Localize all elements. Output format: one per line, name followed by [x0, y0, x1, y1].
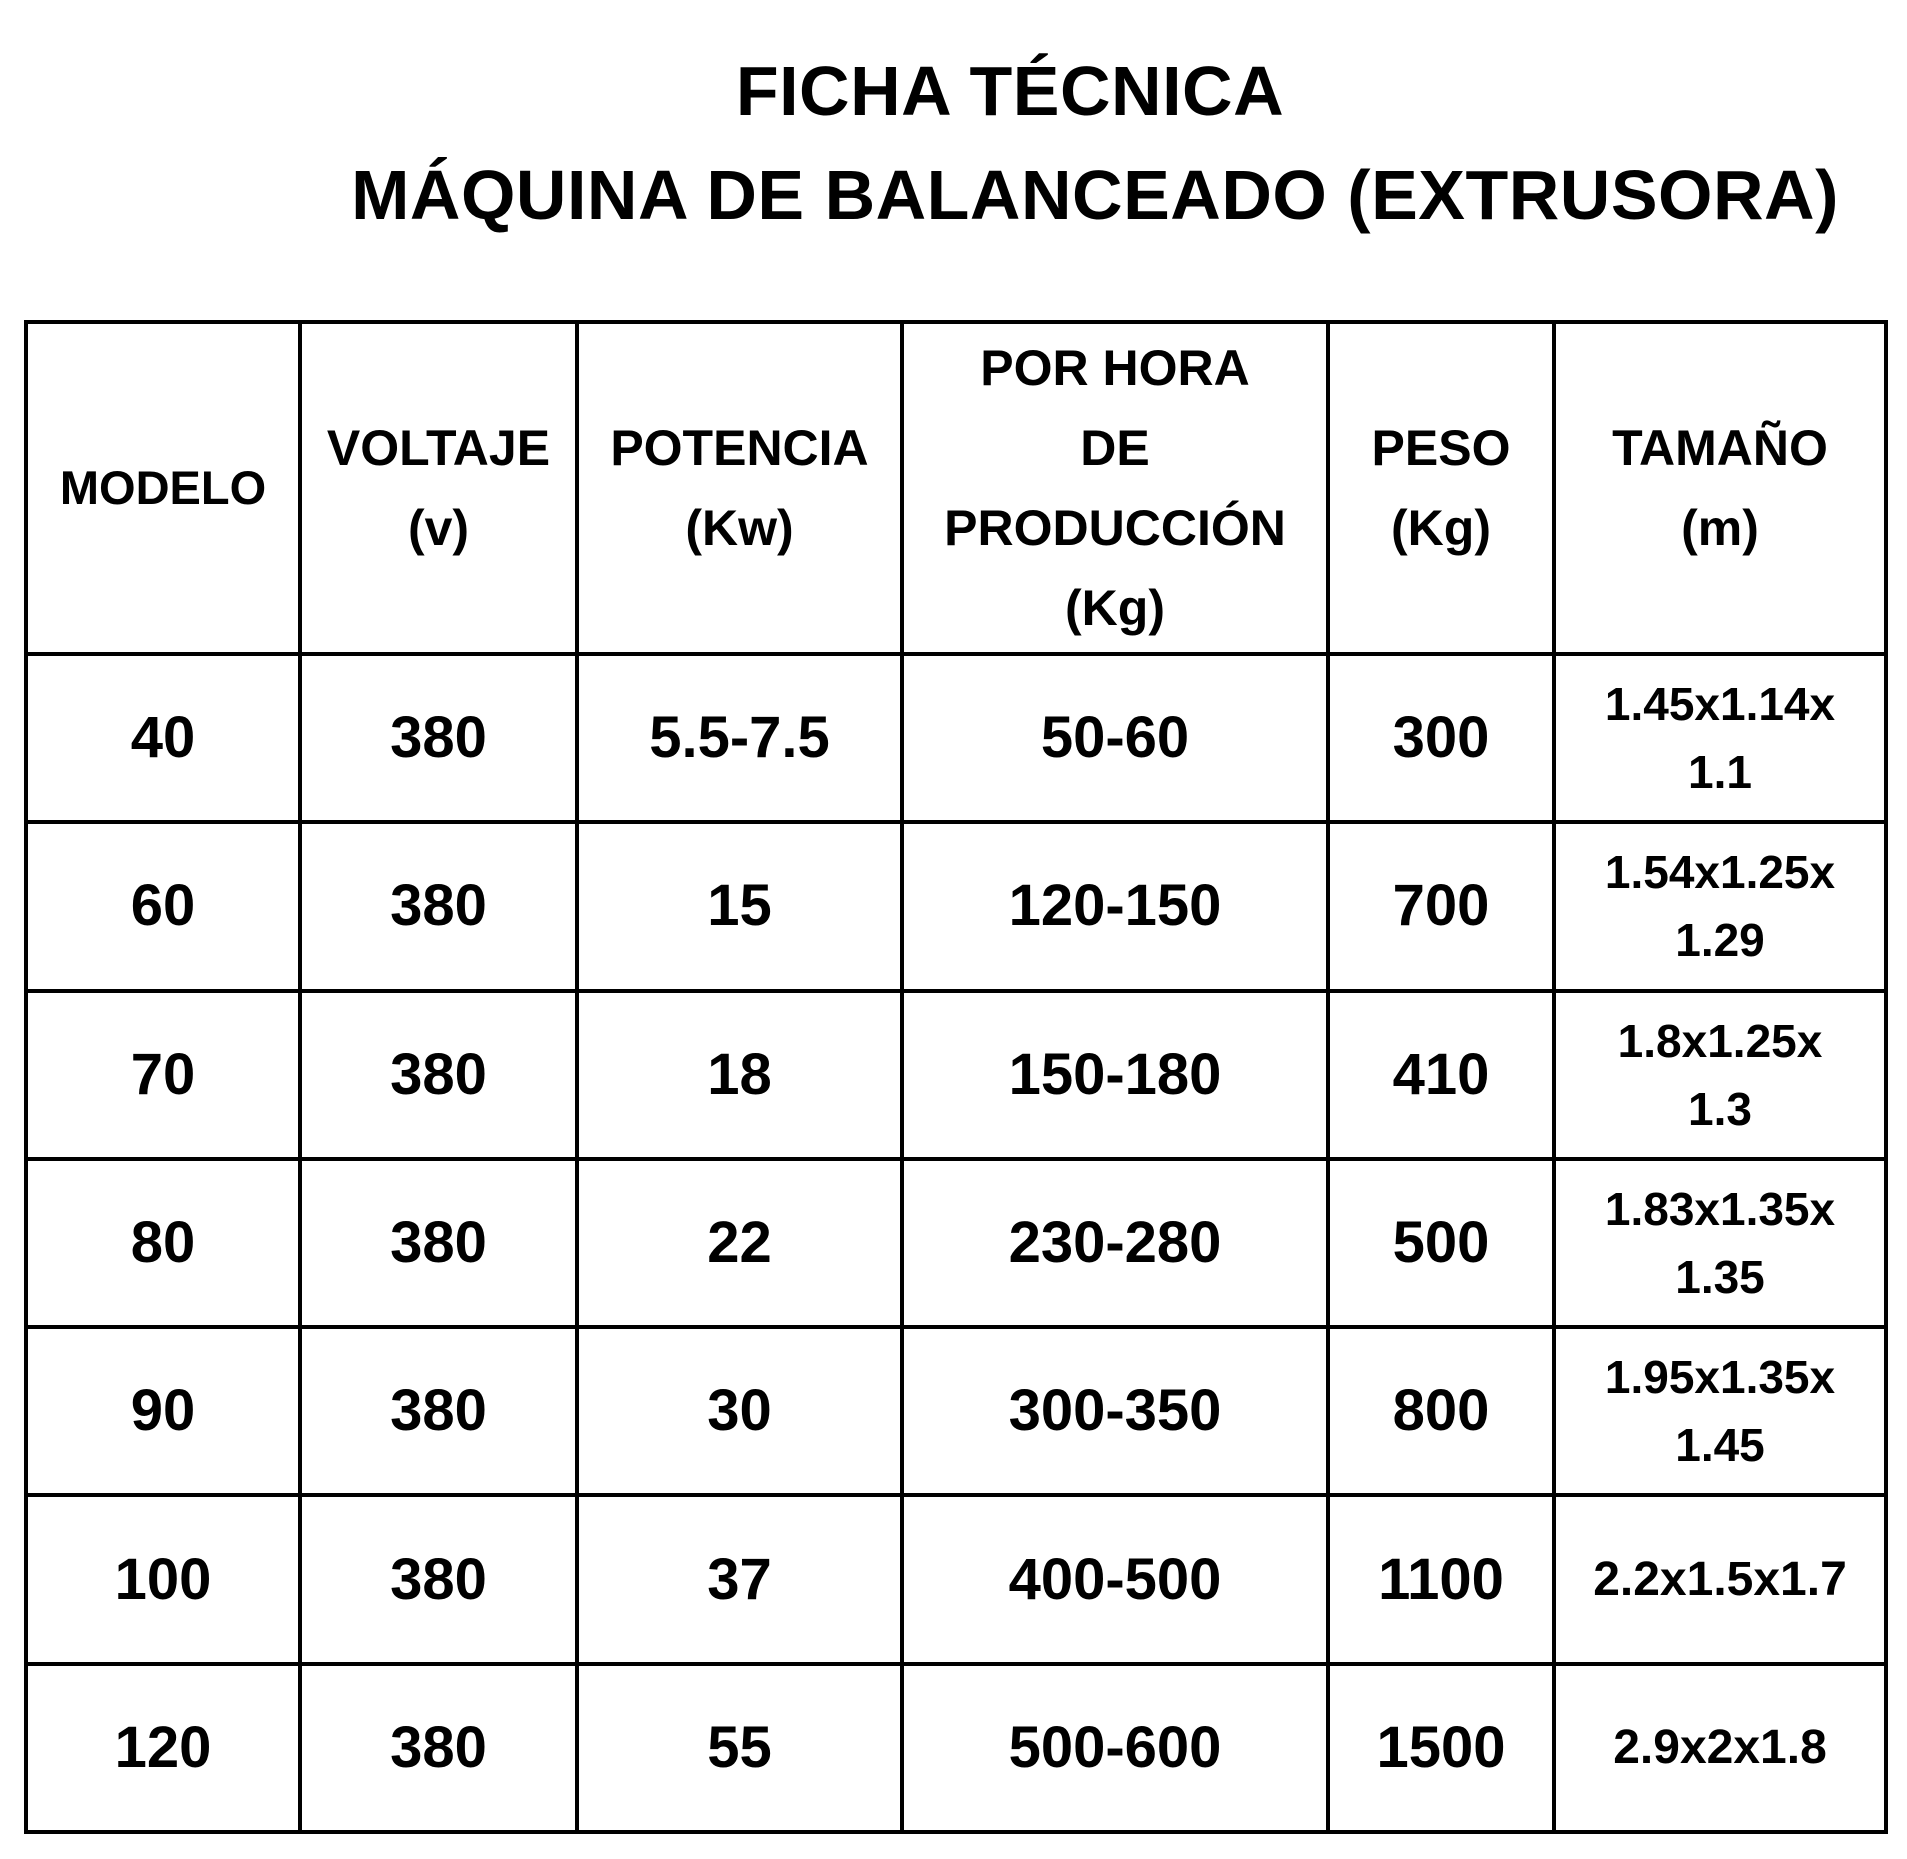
size-line: 1.3 [1688, 1082, 1752, 1135]
size-line: 1.83x1.35x [1604, 1182, 1836, 1235]
table-row [26, 991, 1886, 1159]
cell-peso: 800 [1328, 1327, 1554, 1495]
cell-voltaje: 380 [300, 1664, 577, 1832]
header-unit: (m) [1681, 500, 1759, 556]
table-row [26, 1159, 1886, 1327]
header-text: DE [1080, 420, 1150, 476]
cell-potencia: 37 [577, 1495, 902, 1663]
size-line: 1.54x1.25x [1604, 846, 1836, 899]
size-line: 2.2x1.5x1.7 [1593, 1552, 1847, 1606]
cell-produccion: 230-280 [902, 1159, 1328, 1327]
cell-tamano [1554, 1495, 1886, 1663]
cell-modelo: 80 [26, 1159, 300, 1327]
cell-tamano [1554, 654, 1886, 822]
cell-produccion: 400-500 [902, 1495, 1328, 1663]
cell-produccion: 120-150 [902, 822, 1328, 990]
cell-potencia: 15 [577, 822, 902, 990]
size-line: 1.95x1.35x [1604, 1351, 1836, 1404]
cell-modelo: 90 [26, 1327, 300, 1495]
table-row [26, 654, 1886, 822]
cell-tamano [1554, 1327, 1886, 1495]
cell-peso: 1500 [1328, 1664, 1554, 1832]
cell-voltaje: 380 [300, 822, 577, 990]
cell-peso: 1100 [1328, 1495, 1554, 1663]
cell-produccion: 150-180 [902, 991, 1328, 1159]
size-line: 1.1 [1688, 746, 1752, 799]
cell-voltaje: 380 [300, 1159, 577, 1327]
cell-tamano [1554, 1159, 1886, 1327]
size-line: 1.35 [1675, 1250, 1765, 1303]
cell-tamano [1554, 822, 1886, 990]
cell-modelo: 70 [26, 991, 300, 1159]
cell-peso: 300 [1328, 654, 1554, 822]
header-text: PRODUCCIÓN [944, 500, 1286, 556]
header-text: POTENCIA [610, 420, 869, 476]
size-line: 1.29 [1675, 914, 1765, 967]
cell-modelo: 40 [26, 654, 300, 822]
cell-modelo: 60 [26, 822, 300, 990]
header-text: VOLTAJE [326, 420, 551, 476]
cell-modelo: 120 [26, 1664, 300, 1832]
cell-produccion: 300-350 [902, 1327, 1328, 1495]
column-header-produccion [902, 322, 1328, 654]
cell-tamano [1554, 991, 1886, 1159]
cell-voltaje: 380 [300, 1327, 577, 1495]
document-subtitle: MÁQUINA DE BALANCEADO (EXTRUSORA) [351, 156, 1839, 234]
cell-potencia: 5.5-7.5 [577, 654, 902, 822]
header-unit: (Kg) [1065, 580, 1165, 636]
column-header-voltaje [300, 322, 577, 654]
document-title: FICHA TÉCNICA [735, 52, 1285, 130]
header-text: TAMAÑO [1612, 420, 1828, 476]
size-line: 1.45 [1675, 1419, 1765, 1472]
table-row [26, 1664, 1886, 1832]
size-line: 1.8x1.25x [1617, 1014, 1823, 1067]
cell-voltaje: 380 [300, 654, 577, 822]
cell-peso: 410 [1328, 991, 1554, 1159]
cell-modelo: 100 [26, 1495, 300, 1663]
header-unit: (Kw) [685, 500, 794, 556]
cell-potencia: 55 [577, 1664, 902, 1832]
column-header-tamano [1554, 322, 1886, 654]
cell-tamano [1554, 1664, 1886, 1832]
cell-produccion: 500-600 [902, 1664, 1328, 1832]
cell-peso: 700 [1328, 822, 1554, 990]
table-row [26, 822, 1886, 990]
size-line: 2.9x2x1.8 [1613, 1720, 1827, 1774]
header-text: MODELO [59, 461, 267, 514]
table-row [26, 1495, 1886, 1663]
spec-table [24, 320, 1888, 1834]
cell-potencia: 18 [577, 991, 902, 1159]
header-text: PESO [1371, 420, 1511, 476]
header-unit: (v) [407, 500, 470, 556]
size-line: 1.45x1.14x [1604, 678, 1836, 731]
cell-peso: 500 [1328, 1159, 1554, 1327]
header-row [26, 322, 1886, 654]
cell-voltaje: 380 [300, 1495, 577, 1663]
cell-voltaje: 380 [300, 991, 577, 1159]
column-header-potencia [577, 322, 902, 654]
column-header-peso [1328, 322, 1554, 654]
header-text: POR HORA [980, 340, 1250, 396]
header-unit: (Kg) [1391, 500, 1491, 556]
cell-produccion: 50-60 [902, 654, 1328, 822]
column-header-modelo [26, 322, 300, 654]
cell-potencia: 22 [577, 1159, 902, 1327]
table-row [26, 1327, 1886, 1495]
cell-potencia: 30 [577, 1327, 902, 1495]
